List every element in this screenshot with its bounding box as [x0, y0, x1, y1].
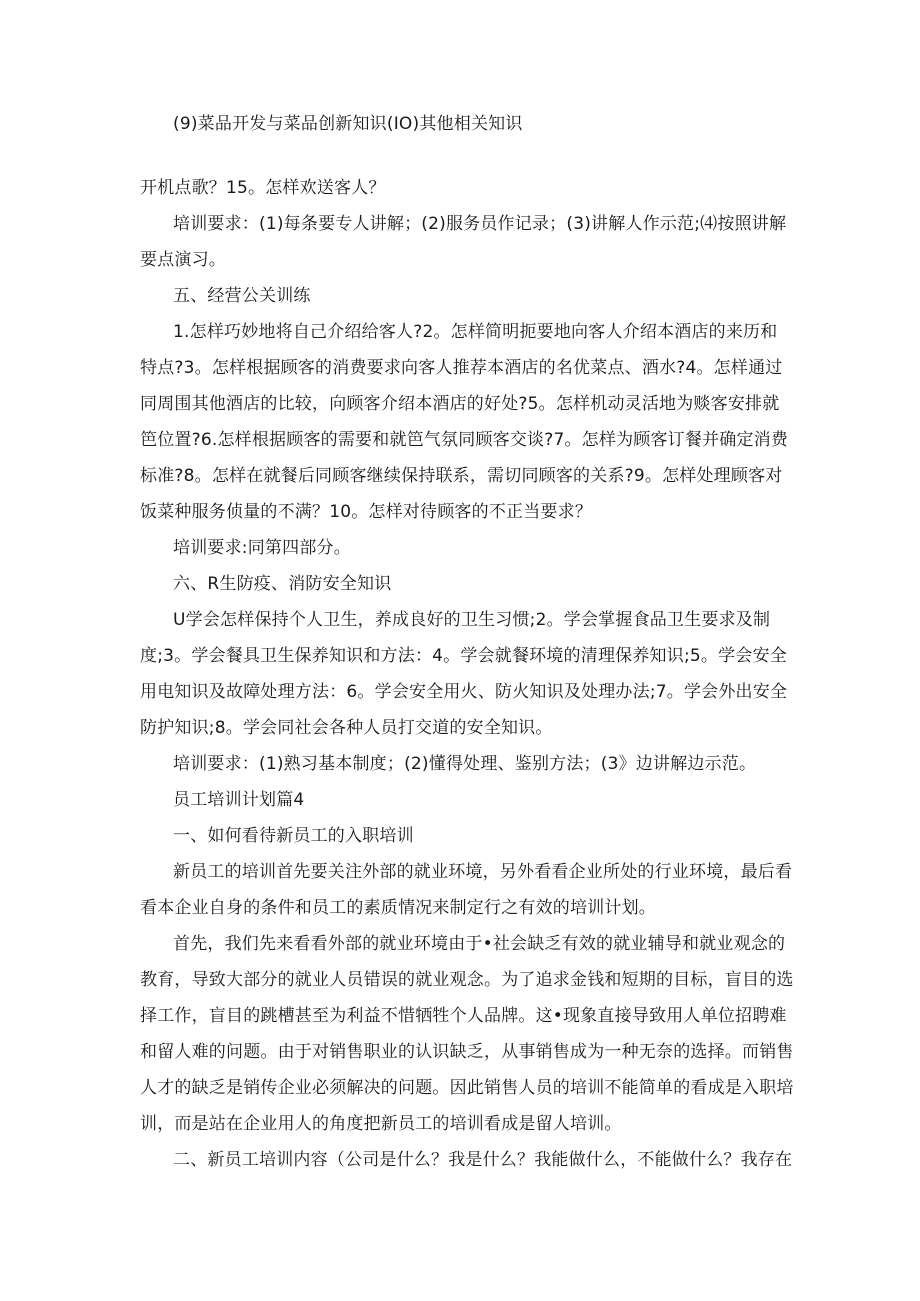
text-line: 教育，导致大部分的就业人员错误的就业观念。为了追求金钱和短期的目标，盲目的选	[140, 970, 794, 990]
text-line: 1.怎样巧妙地将自己介绍给客人?2。怎样简明扼要地向客人介绍本酒店的来历和	[173, 322, 778, 342]
text-line: 特点?3。怎样根据顾客的消费要求向客人推荐本酒店的名优菜点、酒水?4。怎样通过	[140, 358, 783, 378]
text-line: 用电知识及故障处理方法：6。学会安全用火、防火知识及处理办法;7。学会外出安全	[140, 682, 788, 702]
section-heading: 员工培训计划篇4	[173, 790, 305, 810]
section-heading: 五、经营公关训练	[173, 286, 311, 306]
text-line: (9)菜品开发与菜品创新知识(IO)其他相关知识	[173, 114, 523, 134]
text-line: 培训要求：(1)熟习基本制度；(2)懂得处理、鉴别方法；(3》边讲解边示范。	[173, 754, 757, 774]
text-line: 防护知识;8。学会同社会各种人员打交道的安全知识。	[140, 718, 553, 738]
text-line: 开机点歌？15。怎样欢送客人？	[140, 178, 386, 198]
text-line: 培训要求：(1)每条要专人讲解；(2)服务员作记录；(3)讲解人作示范;⑷按照讲解	[173, 214, 787, 234]
text-line: 和留人难的问题。由于对销售职业的认识缺乏，从事销售成为一种无奈的选择。而销售	[140, 1042, 794, 1062]
text-line: 看本企业自身的条件和员工的素质情况来制定行之有效的培训计划。	[140, 898, 656, 918]
section-heading: 六、R生防疫、消防安全知识	[173, 574, 392, 594]
text-line: U学会怎样保持个人卫生，养成良好的卫生习惯;2。学会掌握食品卫生要求及制	[173, 610, 771, 630]
section-heading: 二、新员工培训内容（公司是什么？我是什么？我能做什么，不能做什么？我存在	[173, 1150, 793, 1170]
text-line: 人才的缺乏是销传企业必须解决的问题。因此销售人员的培训不能简单的看成是入职培	[140, 1078, 794, 1098]
text-line: 笆位置?6.怎样根据顾客的需要和就笆气氛同顾客交谈?7。怎样为顾客订餐并确定消费	[140, 430, 789, 450]
text-line: 新员工的培训首先要关注外部的就业环境，另外看看企业所处的行业环境，最后看	[173, 862, 793, 882]
text-line: 标准?8。怎样在就餐后同顾客继续保持联系，需切同顾客的关系?9。怎样处理顾客对	[140, 466, 783, 486]
text-line: 首先，我们先来看看外部的就业环境由于•社会缺乏有效的就业辅导和就业观念的	[173, 934, 786, 954]
section-heading: 一、如何看待新员工的入职培训	[173, 826, 414, 846]
text-line: 饭菜种服务侦量的不满？10。怎样对待顾客的不正当要求？	[140, 502, 593, 522]
text-line: 培训要求:同第四部分。	[173, 538, 351, 558]
text-line: 训，而是站在企业用人的角度把新员工的培训看成是留人培训。	[140, 1114, 622, 1134]
text-line: 要点演习。	[140, 250, 226, 270]
text-line: 度;3。学会餐具卫生保养知识和方法：4。学会就餐环境的清理保养知识;5。学会安全	[140, 646, 787, 666]
text-line: 同周围其他酒店的比较，向顾客介绍本酒店的好处?5。怎样机动灵活地为赕客安排就	[140, 394, 780, 414]
text-line: 择工作，盲目的跳槽甚至为利益不惜牺牲个人品牌。这•现象直接导致用人单位招聘难	[140, 1006, 787, 1026]
